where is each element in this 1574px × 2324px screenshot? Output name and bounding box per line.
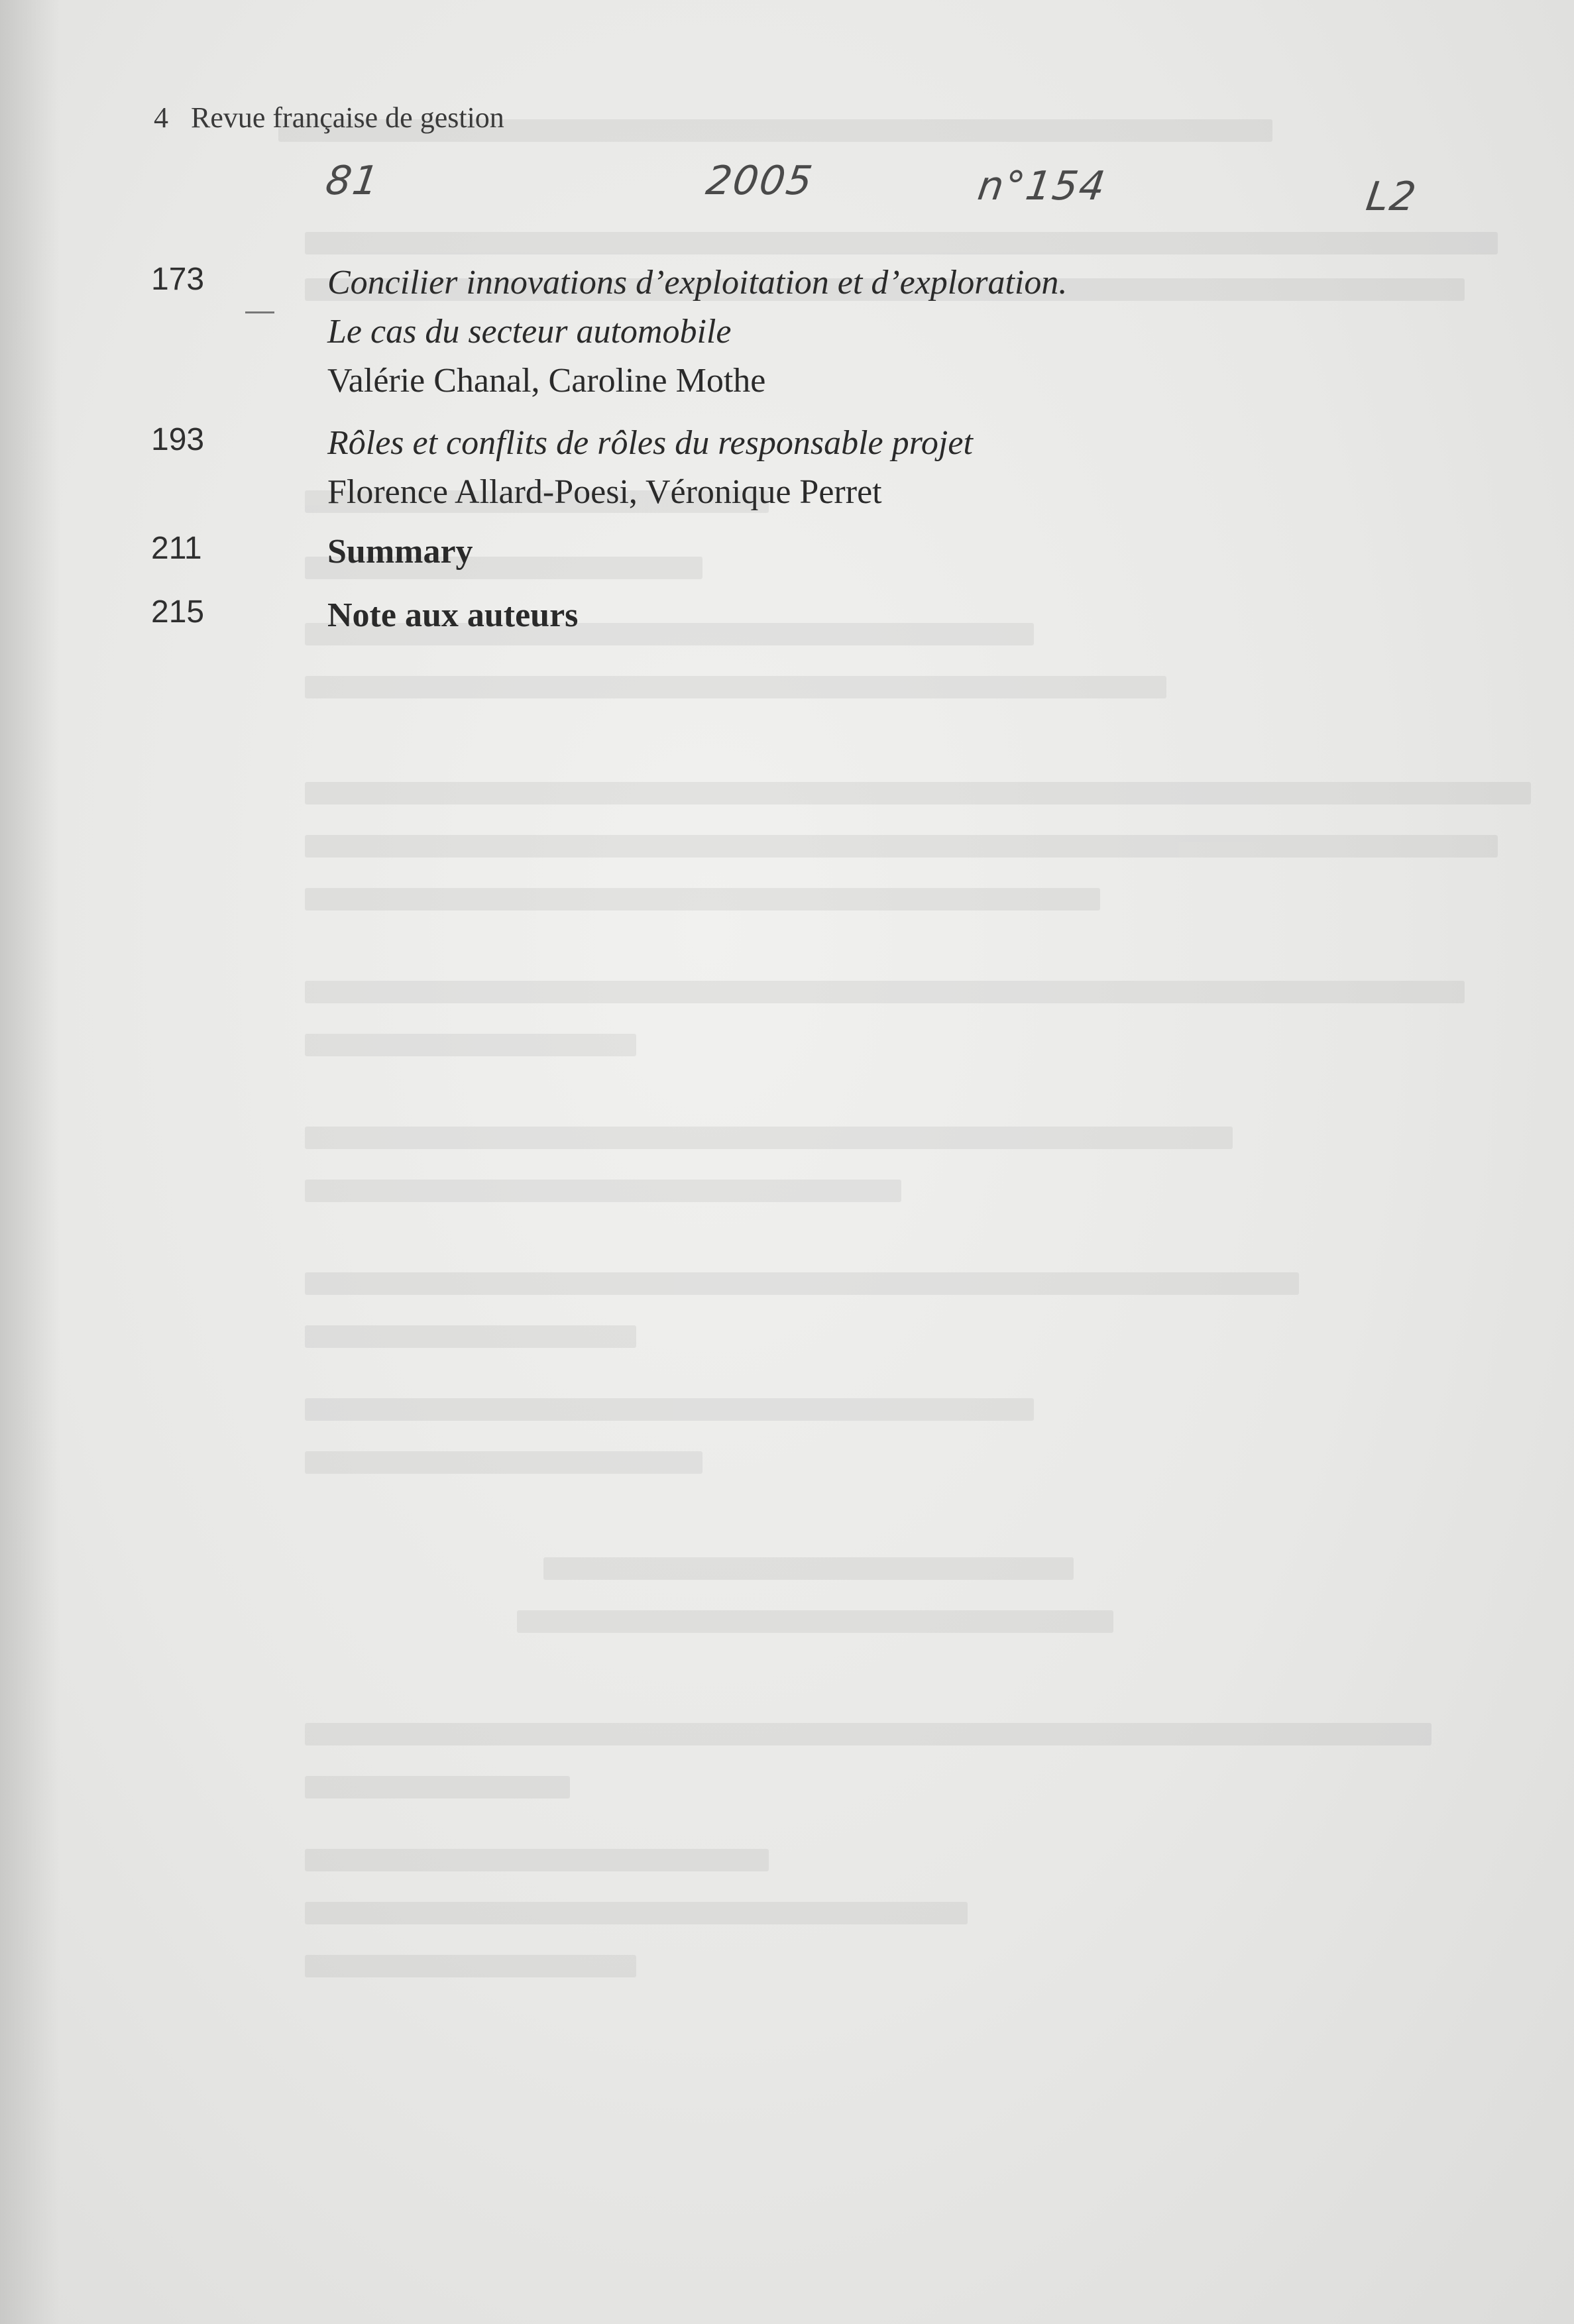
toc-authors: Valérie Chanal, Caroline Mothe	[327, 362, 766, 400]
running-head	[154, 101, 504, 135]
toc-title: Rôles et conflits de rôles du responsable projet	[327, 424, 973, 462]
handwritten-note: 81	[323, 158, 383, 204]
margin-dash	[245, 311, 274, 313]
toc-entry-body	[327, 591, 1454, 640]
toc-page-number: 193	[151, 422, 205, 457]
binding-shadow	[0, 0, 60, 2324]
page-number: 4	[154, 101, 168, 134]
journal-title: Revue française de gestion	[191, 101, 504, 134]
toc-entry-body	[327, 527, 1454, 577]
handwritten-note: 2005	[703, 158, 816, 204]
toc-title: Note aux auteurs	[327, 596, 579, 634]
toc-page-number: 215	[151, 594, 205, 630]
handwritten-note: L2	[1363, 174, 1420, 220]
toc-entry-body	[327, 258, 1454, 406]
toc-entry-body	[327, 419, 1454, 517]
toc-title: Summary	[327, 533, 473, 571]
toc-title: Concilier innovations d’exploitation et d’exploration.	[327, 264, 1068, 302]
bleed-through-text	[278, 119, 1538, 2041]
toc-page-number: 173	[151, 262, 205, 297]
toc-page-number: 211	[151, 531, 202, 566]
toc-title: Le cas du secteur automobile	[327, 313, 732, 351]
handwritten-note: n°154	[975, 163, 1109, 209]
toc-authors: Florence Allard-Poesi, Véronique Perret	[327, 473, 882, 511]
